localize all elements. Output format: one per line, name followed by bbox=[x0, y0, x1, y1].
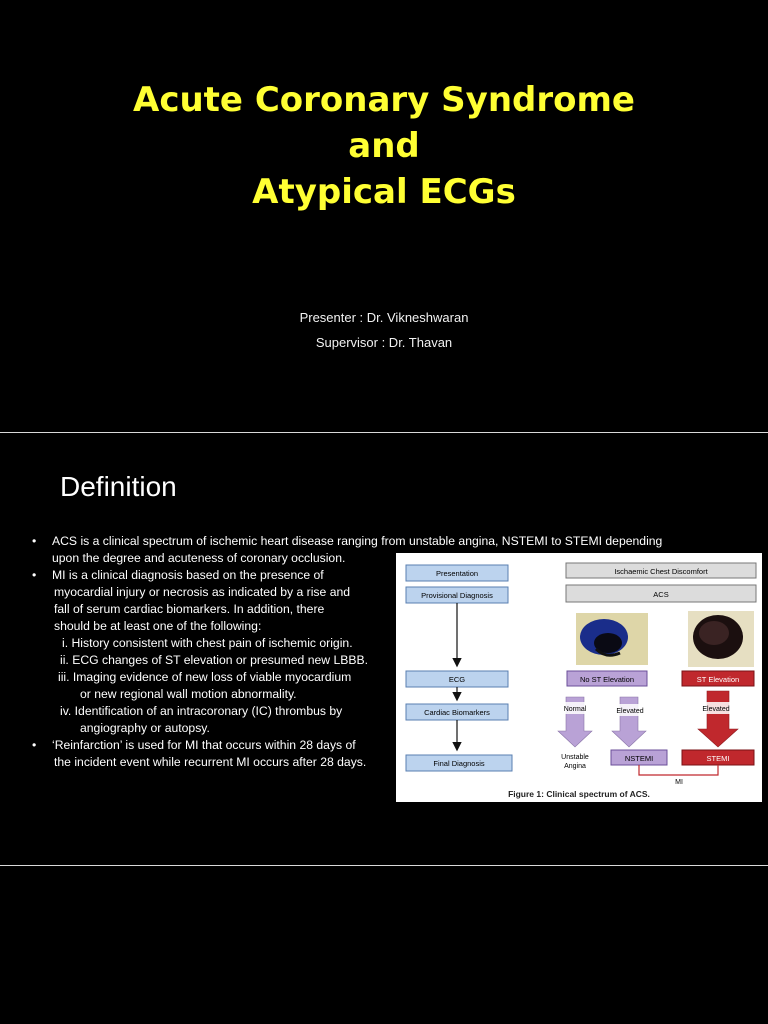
title-line-3: Atypical ECGs bbox=[252, 172, 516, 212]
presentation-label: Presentation bbox=[435, 569, 479, 578]
bullet-line: MI is a clinical diagnosis based on the presence of bbox=[52, 568, 324, 582]
figure-diagram bbox=[396, 553, 762, 802]
mi-label: MI bbox=[675, 779, 683, 786]
presenter-text: Presenter : Dr. Vikneshwaran bbox=[299, 310, 469, 325]
figure-caption: Figure 1: Clinical spectrum of ACS. bbox=[508, 789, 650, 799]
title-line-1: Acute Coronary Syndrome bbox=[133, 80, 635, 120]
angina-label: Angina bbox=[564, 763, 586, 770]
mi-bracket bbox=[639, 765, 718, 775]
stemi-label: STEMI bbox=[706, 754, 730, 763]
final-diagnosis-label: Final Diagnosis bbox=[433, 759, 485, 768]
sub-item-iii: iii. Imaging evidence of new loss of viable myocardium bbox=[58, 670, 352, 684]
acs-label: ACS bbox=[653, 590, 669, 599]
title-slide bbox=[0, 0, 768, 432]
sub-item-ii: ii. ECG changes of ST elevation or presumed new LBBB. bbox=[60, 653, 369, 667]
ischaemic-chest-discomfort-label: Ischaemic Chest Discomfort bbox=[614, 567, 708, 576]
sub-item-iv-cont: angiography or autopsy. bbox=[80, 721, 210, 735]
bullet-line: should be at least one of the following: bbox=[54, 619, 262, 633]
bullet-line: ACS is a clinical spectrum of ischemic heart disease ranging from unstable angina, NSTEMI to STEMI depending bbox=[52, 534, 663, 548]
acs-spectrum-figure bbox=[396, 553, 762, 802]
sub-item-iv: iv. Identification of an intracoronary (IC) thrombus by bbox=[60, 704, 343, 718]
elevated-arrow-2 bbox=[698, 691, 738, 747]
unstable-label: Unstable bbox=[561, 754, 589, 761]
bullet-line: fall of serum cardiac biomarkers. In addition, there bbox=[54, 602, 325, 616]
bullet-line: ‘Reinfarction’ is used for MI that occurs within 28 days of bbox=[52, 738, 356, 752]
st-elevation-label: ST Elevation bbox=[696, 675, 740, 684]
sub-item-i: i. History consistent with chest pain of ischemic origin. bbox=[62, 636, 353, 650]
bullet-line: upon the degree and acuteness of coronary occlusion. bbox=[52, 551, 346, 565]
supervisor-text: Supervisor : Dr. Thavan bbox=[315, 335, 453, 350]
bullet-line: myocardial injury or necrosis as indicated by a rise and bbox=[54, 585, 351, 599]
slide-divider-bottom bbox=[0, 865, 768, 866]
normal-label: Normal bbox=[563, 706, 587, 713]
title-line-2: and bbox=[348, 126, 420, 166]
no-st-elevation-label: No ST Elevation bbox=[579, 675, 635, 684]
provisional-diagnosis-label: Provisional Diagnosis bbox=[421, 591, 493, 600]
cardiac-biomarkers-label: Cardiac Biomarkers bbox=[424, 708, 490, 717]
nstemi-label: NSTEMI bbox=[624, 754, 654, 763]
bullet-marker: • bbox=[32, 534, 37, 548]
bullet-marker: • bbox=[32, 738, 37, 752]
bullet-marker: • bbox=[32, 568, 37, 582]
bullet-line: the incident event while recurrent MI occurs after 28 days. bbox=[54, 755, 367, 769]
definition-slide bbox=[0, 433, 768, 865]
slide-heading: Definition bbox=[60, 471, 177, 502]
sub-item-iii-cont: or new regional wall motion abnormality. bbox=[80, 687, 297, 701]
ecg-label: ECG bbox=[448, 675, 466, 684]
elevated-label-1: Elevated bbox=[616, 708, 644, 715]
elevated-label-2: Elevated bbox=[702, 706, 730, 713]
